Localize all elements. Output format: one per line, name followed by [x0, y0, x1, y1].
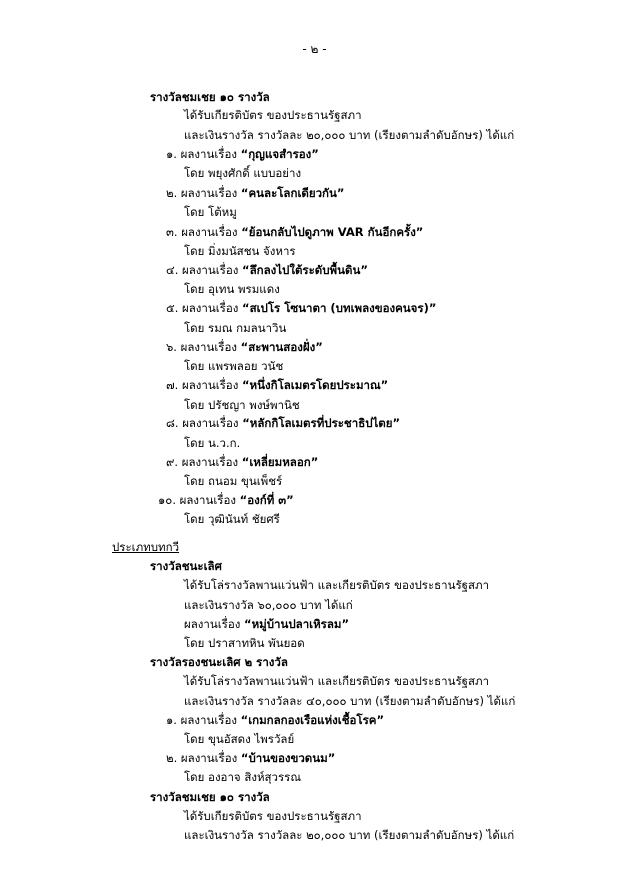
work-title: “หลักกิโลเมตรที่ประชาธิปไตย”	[242, 416, 401, 430]
work-author: โดย วุฒินันท์ ชัยศรี	[184, 512, 280, 526]
item-number: ๙.	[166, 455, 179, 469]
section-heading: รางวัลรองชนะเลิศ ๒ รางวัล	[150, 655, 288, 669]
item-prefix: ผลงานเรื่อง	[182, 416, 239, 430]
work-title: “เหลี่ยมหลอก”	[241, 455, 319, 469]
work-title: “สเปโร โซนาตา (บทเพลงของคนจร)”	[242, 301, 437, 315]
item-number: ๖.	[166, 340, 177, 354]
item-prefix: ผลงานเรื่อง	[181, 378, 239, 392]
work-title: “ย้อนกลับไปดูภาพ VAR กันอีกครั้ง”	[241, 225, 424, 239]
page-number: - ๒ -	[302, 42, 327, 56]
item-prefix: ผลงานเรื่อง	[180, 147, 237, 161]
item-prefix: ผลงานเรื่อง	[180, 713, 237, 727]
award-prize: และเงินรางวัล รางวัลละ ๒๐,๐๐๐ บาท (เรียงตามลำดับอักษร) ได้แก่	[184, 828, 515, 842]
work-author: โดย พยุงศักดิ์ แบบอย่าง	[184, 166, 302, 180]
award-description: ได้รับเกียรติบัตร ของประธานรัฐสภา	[184, 809, 362, 823]
work-author: โดย แพรพลอย วนัช	[184, 359, 284, 373]
item-number: ๕.	[166, 301, 179, 315]
work-item	[158, 492, 294, 508]
item-number: ๒.	[166, 751, 178, 765]
work-author: โดย องอาจ สิงห์สุวรรณ	[184, 770, 302, 784]
work-author: โดย อุเทน พรมแดง	[184, 282, 280, 296]
work-title: “เกมกลกองเรือแห่งเชื้อโรค”	[240, 713, 385, 727]
item-prefix: ผลงานเรื่อง	[180, 751, 238, 765]
item-prefix: ผลงานเรื่อง	[181, 455, 239, 469]
work-title: “คนละโลกเดียวกัน”	[240, 186, 345, 200]
award-prize: และเงินรางวัล รางวัลละ ๔๐,๐๐๐ บาท (เรียงตามลำดับอักษร) ได้แก่	[184, 694, 516, 708]
award-prize: และเงินรางวัล รางวัลละ ๒๐,๐๐๐ บาท (เรียงตามลำดับอักษร) ได้แก่	[184, 128, 515, 142]
item-number: ๘.	[166, 416, 179, 430]
work-item	[184, 616, 349, 632]
section-heading: รางวัลชมเชย ๑๐ รางวัล	[150, 790, 270, 804]
item-number: ๑๐.	[158, 493, 176, 507]
work-author: โดย ปราสาทหิน พันยอด	[184, 636, 305, 650]
work-item	[166, 262, 368, 278]
work-title: “สะพานสองฝั่ง”	[240, 340, 323, 354]
work-item	[166, 224, 423, 240]
item-number: ๗.	[166, 378, 179, 392]
item-prefix: ผลงานเรื่อง	[179, 493, 236, 507]
item-number: ๔.	[166, 263, 179, 277]
item-prefix: ผลงานเรื่อง	[181, 225, 238, 239]
work-author: โดย ปรัชญา พงษ์พานิช	[184, 398, 300, 412]
award-description: ได้รับโล่รางวัลพานแว่นฟ้า และเกียรติบัตร ของประธานรัฐสภา	[184, 578, 490, 592]
work-item	[166, 750, 335, 766]
work-title: “บ้านของขวดนม”	[240, 751, 336, 765]
work-item	[166, 339, 323, 355]
item-number: ๓.	[166, 225, 178, 239]
work-author: โดย ขุนอัสดง ไพรวัลย์	[184, 732, 295, 746]
item-number: ๒.	[166, 186, 178, 200]
work-item	[166, 300, 436, 316]
work-item	[166, 712, 384, 728]
work-title: “หมู่บ้านปลาเหิรลม”	[244, 617, 350, 631]
work-title: “หนึ่งกิโลเมตรโดยประมาณ”	[241, 378, 389, 392]
work-item	[166, 454, 318, 470]
work-author: โดย ถนอม ขุนเพ็ชร์	[184, 474, 283, 488]
work-author: โดย น.ว.ก.	[184, 436, 241, 450]
item-prefix: ผลงานเรื่อง	[184, 617, 241, 631]
section-heading: รางวัลชมเชย ๑๐ รางวัล	[150, 90, 270, 104]
section-heading: รางวัลชนะเลิศ	[150, 559, 222, 573]
item-prefix: ผลงานเรื่อง	[182, 301, 239, 315]
work-item	[166, 146, 319, 162]
work-author: โดย โต้หมู	[184, 205, 237, 219]
work-item	[166, 377, 388, 393]
work-item	[166, 415, 400, 431]
work-author: โดย มิ่งมนัสชน จังหาร	[184, 244, 296, 258]
item-prefix: ผลงานเรื่อง	[180, 340, 237, 354]
item-prefix: ผลงานเรื่อง	[182, 263, 239, 277]
work-item	[166, 185, 344, 201]
award-description: ได้รับเกียรติบัตร ของประธานรัฐสภา	[184, 108, 362, 122]
category-title: ประเภทบทกวี	[112, 540, 180, 554]
work-title: “กุญแจสำรอง”	[240, 147, 319, 161]
item-number: ๑.	[166, 713, 177, 727]
item-number: ๑.	[166, 147, 177, 161]
work-title: “องก์ที่ ๓”	[239, 493, 294, 507]
work-title: “ลึกลงไปใต้ระดับพื้นดิน”	[242, 263, 368, 277]
item-prefix: ผลงานเรื่อง	[180, 186, 238, 200]
award-description: ได้รับโล่รางวัลพานแว่นฟ้า และเกียรติบัตร ของประธานรัฐสภา	[184, 674, 490, 688]
work-author: โดย รมณ กมลนาวิน	[184, 321, 287, 335]
award-prize: และเงินรางวัล ๖๐,๐๐๐ บาท ได้แก่	[184, 598, 353, 612]
